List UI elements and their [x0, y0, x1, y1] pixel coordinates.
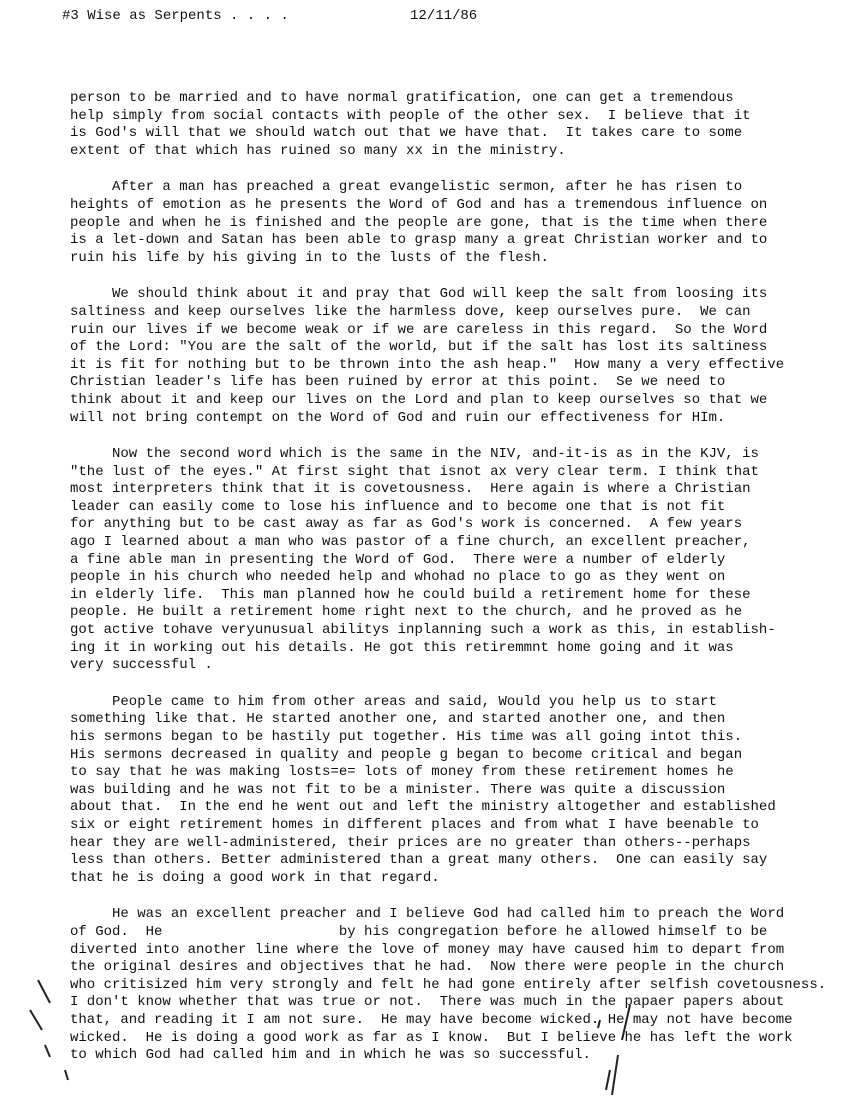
paragraph — [70, 906, 826, 1064]
text-line: hear they are well-administered, their prices are no greater than others--perhaps — [70, 834, 751, 851]
text-line: that, and reading it I am not sure. He may have become wicked. He may not have become — [70, 1011, 793, 1028]
text-line: We should think about it and pray that God will keep the salt from loosing its — [70, 286, 768, 303]
text-line: six or eight retirement homes in different places and from what I have beenable to — [70, 816, 759, 833]
text-line: people and when he is finished and the people are gone, that is the time when there — [70, 214, 768, 231]
document-header — [62, 8, 478, 26]
text-line: wicked. He is doing a good work as far as I know. But I believe he has left the work — [70, 1029, 793, 1046]
text-line: People came to him from other areas and said, Would you help us to start — [70, 693, 717, 710]
text-line: He was an excellent preacher and I believe God had called him to preach the Word — [70, 906, 785, 923]
text-line: most interpreters think that it is covetousness. Here again is where a Christian — [70, 481, 751, 498]
paragraph — [70, 446, 826, 675]
document-body — [70, 90, 826, 1084]
text-line: to which God had called him and in which he was so successful. — [70, 1047, 591, 1064]
text-line: who critisized him very strongly and felt he had gone entirely after selfish covetousness. — [70, 976, 827, 993]
text-line: something like that. He started another one, and started another one, and then — [70, 711, 726, 728]
paragraph — [70, 694, 826, 888]
text-line: I don't know whether that was true or not. There was much in the papaer papers about — [70, 994, 785, 1011]
text-line: leader can easily come to lose his influence and to become one that is not fit — [70, 498, 726, 515]
text-line: extent of that which has ruined so many xx in the ministry. — [70, 142, 566, 159]
text-line: a fine able man in presenting the Word of God. There were a number of elderly — [70, 551, 726, 568]
text-line: diverted into another line where the love of money may have caused him to depart from — [70, 941, 785, 958]
text-line: it is fit for nothing but to be thrown into the ash heap." How many a very effective — [70, 356, 785, 373]
text-line: Christian leader's life has been ruined by error at this point. Se we need to — [70, 374, 726, 391]
document-title: #3 Wise as Serpents . . . . — [62, 8, 289, 24]
text-line: Now the second word which is the same in the NIV, and-it-is as in the KJV, is — [70, 446, 759, 463]
pen-mark-slashes — [560, 1000, 640, 1100]
text-line: less than others. Better administered than a great many others. One can easily say — [70, 852, 768, 869]
pen-mark-scribble — [20, 975, 100, 1095]
text-line: saltiness and keep ourselves like the harmless dove, keep ourselves pure. We can — [70, 303, 751, 320]
text-line: was building and he was not fit to be a minister. There was quite a discussion — [70, 781, 726, 798]
text-line: to say that he was making losts=e= lots of money from these retirement homes he — [70, 764, 734, 781]
text-line: of the Lord: "You are the salt of the world, but if the salt has lost its saltiness — [70, 339, 768, 356]
text-line: ruin his life by his giving in to the lusts of the flesh. — [70, 249, 549, 266]
paragraph — [70, 90, 826, 160]
text-line: for anything but to be cast away as far as God's work is concerned. A few years — [70, 516, 743, 533]
text-line: His sermons decreased in quality and people g began to become critical and began — [70, 746, 743, 763]
document-date: 12/11/86 — [410, 8, 478, 24]
text-line: person to be married and to have normal gratification, one can get a tremendous — [70, 90, 734, 106]
text-line: think about it and keep our lives on the Lord and plan to keep ourselves so that we — [70, 391, 768, 408]
text-line: ruin our lives if we become weak or if we are careless in this regard. So the Word — [70, 321, 768, 338]
text-line: his sermons began to be hastily put together. His time was all going intot this. — [70, 729, 743, 745]
text-line: of God. He by his congregation before he allowed himself to be — [70, 923, 768, 940]
text-line: After a man has preached a great evangelistic sermon, after he has risen to — [70, 179, 743, 196]
text-line: people in his church who needed help and whohad no place to go as they went on — [70, 569, 726, 586]
text-line: help simply from social contacts with people of the other sex. I believe that it — [70, 107, 751, 124]
text-line: ago I learned about a man who was pastor of a fine church, an excellent preacher, — [70, 534, 751, 551]
paragraph — [70, 179, 826, 267]
text-line: people. He built a retirement home right next to the church, and he proved as he — [70, 604, 743, 621]
text-line: is God's will that we should watch out that we have that. It takes care to some — [70, 125, 743, 142]
paragraph — [70, 286, 826, 427]
text-line: ing it in working out his details. He got this retiremmnt home going and it was — [70, 639, 734, 656]
text-line: very successful . — [70, 657, 213, 674]
text-line: got active tohave veryunusual abilitys inplanning such a work as this, in establish- — [70, 622, 776, 639]
text-line: "the lust of the eyes." At first sight that isnot ax very clear term. I think that — [70, 463, 759, 480]
text-line: is a let-down and Satan has been able to grasp many a great Christian worker and to — [70, 232, 768, 249]
text-line: about that. In the end he went out and left the ministry altogether and established — [70, 799, 776, 816]
text-line: will not bring contempt on the Word of God and ruin our effectiveness for HIm. — [70, 409, 726, 426]
text-line: heights of emotion as he presents the Word of God and has a tremendous influence on — [70, 196, 768, 213]
text-line: that he is doing a good work in that regard. — [70, 869, 440, 886]
text-line: the original desires and objectives that he had. Now there were people in the church — [70, 959, 785, 976]
text-line: in elderly life. This man planned how he could build a retirement home for these — [70, 586, 751, 603]
